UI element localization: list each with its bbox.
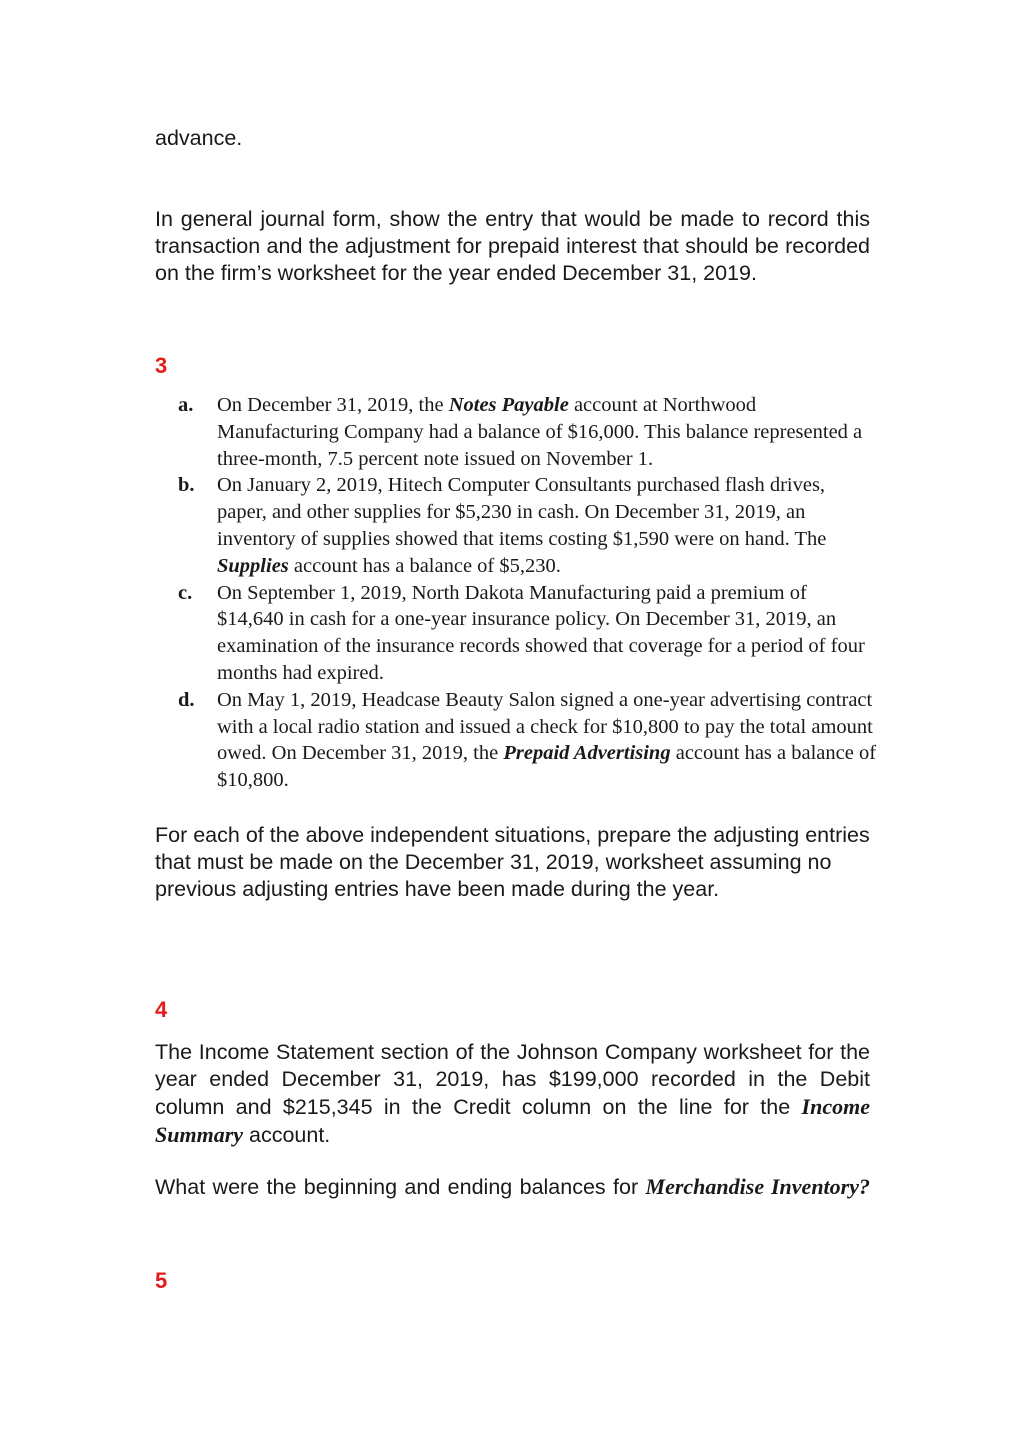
- problem-4-question: [155, 1173, 870, 1201]
- item-text: [217, 392, 878, 472]
- item-text-part: On December 31, 2019, the: [217, 394, 449, 416]
- item-text: [217, 687, 878, 794]
- problem-number-3: 3: [155, 353, 168, 378]
- item-text-part: On September 1, 2019, North Dakota Manufacturing paid a premium of $14,640 in cash for a one-year insurance policy. On December 31, 2019, an examination of the insurance records showed that coverage for a period of four months had expired.: [217, 581, 865, 684]
- situation-item-a: [178, 392, 878, 472]
- item-marker: d.: [178, 688, 195, 711]
- problem-3-situations: [178, 392, 878, 794]
- account-name: Merchandise Inventory?: [645, 1174, 870, 1199]
- item-text-part: On May 1, 2019, Headcase Beauty Salon signed a one-year advertising contract with a local radio station and issued a check for $10,800 to pay the total amount owed. On December 31, 2019, the: [217, 688, 873, 765]
- account-name: Income Summary: [155, 1094, 870, 1147]
- problem-3-instruction: For each of the above independent situations, prepare the adjusting entries that must be made on the December 31, 2019, worksheet assuming no previous adjusting entries have been made during the year.: [155, 823, 870, 901]
- statement-text: The Income Statement section of the Johnson Company worksheet for the year ended December 31, 2019, has $199,000 recorded in the Debit column and $215,345 in the Credit column on the line for the: [155, 1040, 870, 1119]
- problem-number-4: 4: [155, 997, 168, 1022]
- item-text-part: account has a balance of $10,800.: [217, 742, 877, 792]
- question-text: What were the beginning and ending balances for: [155, 1175, 646, 1199]
- statement-text: account.: [243, 1123, 331, 1147]
- item-text: [217, 472, 878, 579]
- situation-item-d: [178, 687, 878, 794]
- item-marker: c.: [178, 581, 193, 604]
- item-marker: b.: [178, 474, 195, 497]
- continuation-text: advance.: [155, 126, 243, 150]
- item-marker: a.: [178, 394, 194, 416]
- item-text-part: On January 2, 2019, Hitech Computer Consultants purchased flash drives, paper, and other supplies for $5,230 in cash. On December 31, 2019, an inventory of supplies showed that items costing $1,590 were on hand. The: [217, 474, 827, 550]
- problem-4-statement: [155, 1039, 870, 1149]
- item-text: [217, 580, 878, 687]
- account-name: Notes Payable: [448, 394, 569, 416]
- problem-number-5: 5: [155, 1268, 168, 1293]
- item-text-part: account at Northwood Manufacturing Company had a balance of $16,000. This balance represented a three-month, 7.5 percent note issued on November 1.: [217, 394, 863, 470]
- item-text-part: account has a balance of $5,230.: [288, 554, 561, 577]
- account-name: Prepaid Advertising: [503, 742, 671, 765]
- situation-item-c: [178, 580, 878, 687]
- problem-2-instruction: In general journal form, show the entry that would be made to record this transaction and the adjustment for prepaid interest that should be recorded on the firm’s worksheet for the year ended December 31, 2019.: [155, 207, 870, 285]
- account-name: Supplies: [217, 554, 289, 577]
- situation-item-b: [178, 472, 878, 579]
